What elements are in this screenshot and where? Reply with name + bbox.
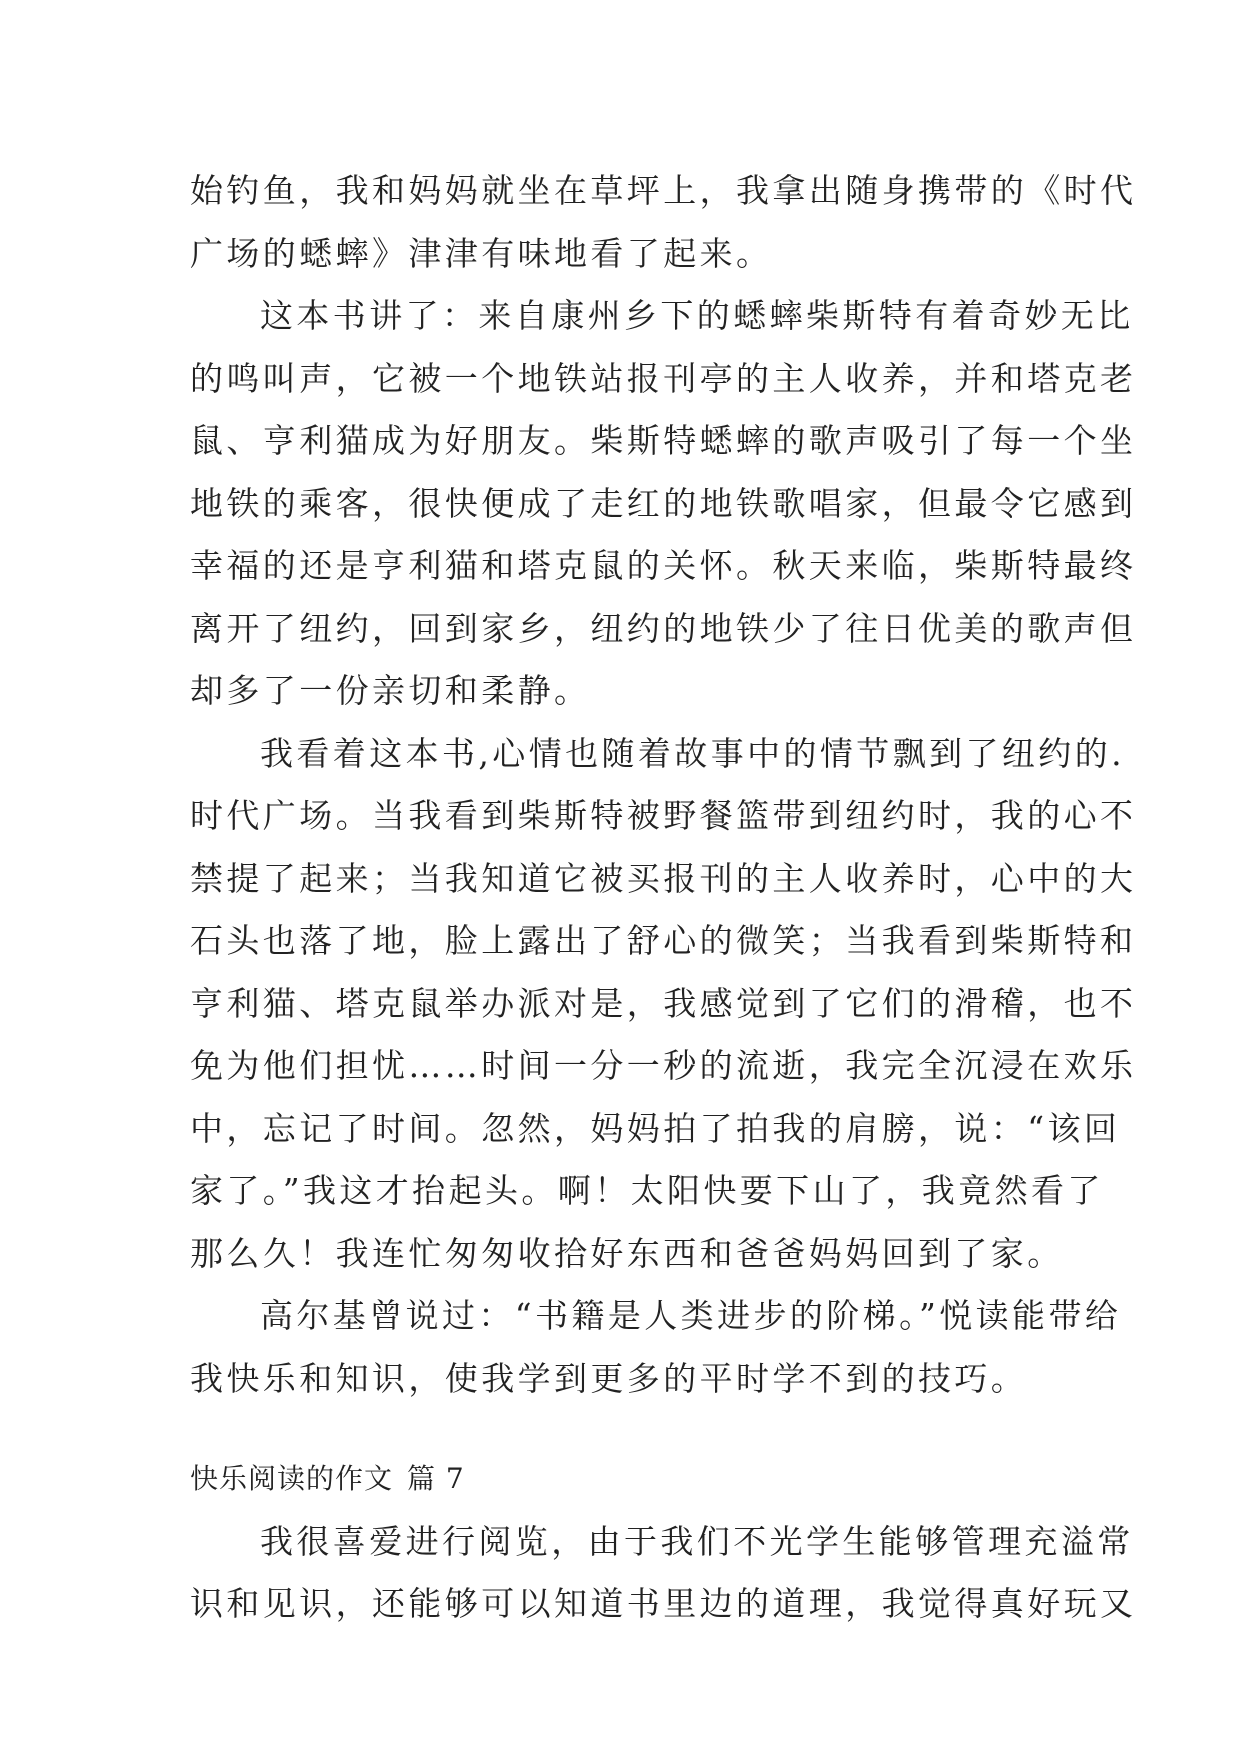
text-line: 禁提了起来；当我知道它被买报刊的主人收养时，心中的大 [190, 858, 1137, 898]
paragraph [190, 1285, 1122, 1410]
text-line: 始钓鱼，我和妈妈就坐在草坪上，我拿出随身携带的《时代 [190, 171, 1137, 210]
text-line: 免为他们担忧……时间一分一秒的流逝，我完全沉浸在欢乐 [190, 1046, 1137, 1085]
section-heading [190, 1448, 1050, 1511]
text-line: 的鸣叫声，它被一个地铁站报刊亭的主人收养，并和塔克老 [190, 358, 1137, 398]
section-title: 快乐阅读的作文 [190, 1462, 394, 1495]
text-line: 时代广场。当我看到柴斯特被野餐篮带到纽约时，我的心不 [190, 796, 1137, 835]
text-line: 这本书讲了：来自康州乡下的蟋蟀柴斯特有着奇妙无比 [260, 296, 1134, 335]
paragraph [190, 723, 1137, 1286]
text-line: 那么久！我连忙匆匆收拾好东西和爸爸妈妈回到了家。 [190, 1233, 1064, 1273]
text-line: 我快乐和知识，使我学到更多的平时学不到的技巧。 [190, 1358, 1028, 1398]
paragraph [190, 285, 1137, 723]
document-body [190, 160, 1137, 1636]
text-line: 高尔基曾说过：“书籍是人类进步的阶梯。”悦读能带给 [260, 1296, 1122, 1335]
text-line: 鼠、亨利猫成为好朋友。柴斯特蟋蟀的歌声吸引了每一个坐 [190, 421, 1137, 460]
text-line: 广场的蟋蟀》津津有味地看了起来。 [190, 233, 773, 273]
text-line: 离开了纽约，回到家乡，纽约的地铁少了往日优美的歌声但 [190, 608, 1137, 648]
text-line: 亨利猫、塔克鼠举办派对是，我感觉到了它们的滑稽，也不 [190, 983, 1137, 1023]
text-line: 幸福的还是亨利猫和塔克鼠的关怀。秋天来临，柴斯特最终 [190, 546, 1137, 585]
paragraph [190, 1511, 1137, 1636]
section-gap [190, 1410, 1050, 1448]
text-line: 家了。”我这才抬起头。啊！太阳快要下山了，我竟然看了 [190, 1171, 1104, 1210]
text-line: 我很喜爱进行阅览，由于我们不光学生能够管理充溢常 [260, 1521, 1134, 1561]
text-line: 中，忘记了时间。忽然，妈妈拍了拍我的肩膀，说：“该回 [190, 1108, 1121, 1148]
text-line: 石头也落了地，脸上露出了舒心的微笑；当我看到柴斯特和 [190, 921, 1137, 960]
section-number: 篇 7 [407, 1462, 465, 1495]
text-line: 识和见识，还能够可以知道书里边的道理，我觉得真好玩又 [190, 1584, 1137, 1623]
paragraph [190, 160, 1137, 285]
text-line: 我看着这本书,心情也随着故事中的情节飘到了纽约的. [260, 733, 1125, 773]
text-line: 地铁的乘客，很快便成了走红的地铁歌唱家，但最令它感到 [190, 483, 1137, 523]
text-line: 却多了一份亲切和柔静。 [190, 671, 591, 710]
